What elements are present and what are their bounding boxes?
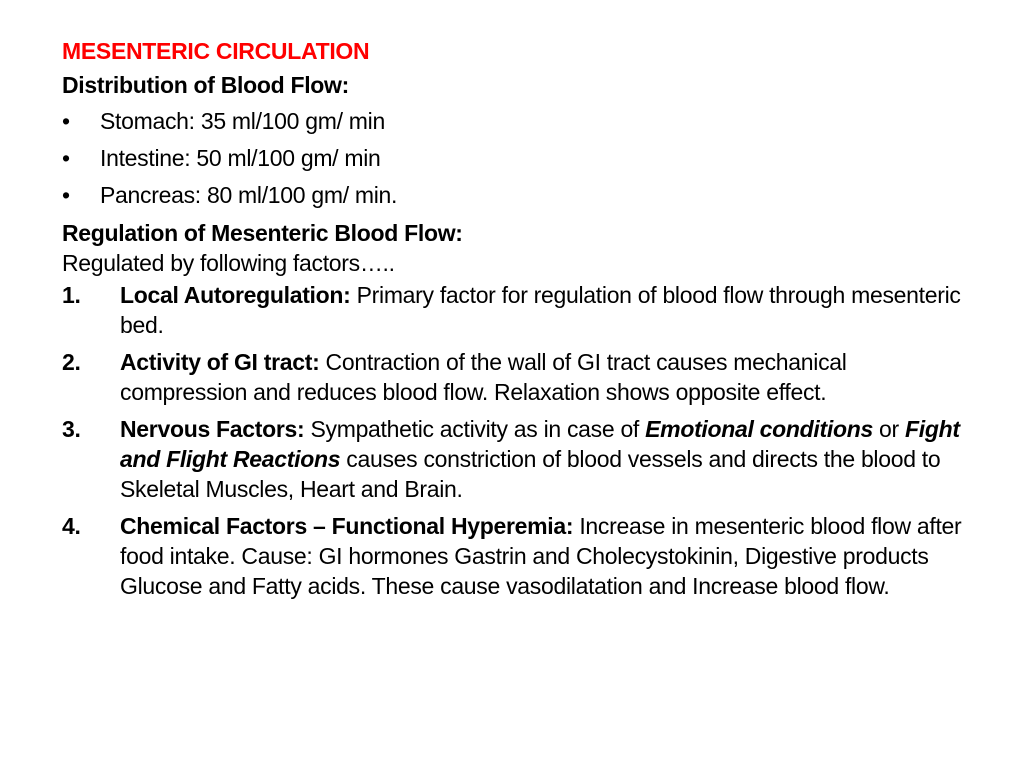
slide-content [62, 36, 972, 608]
factor-number: 3. [62, 416, 81, 442]
list-item [62, 177, 972, 214]
factor-label: Local Autoregulation: [120, 282, 351, 308]
factor-item [62, 280, 972, 340]
factor-emphasis: Emotional conditions [645, 416, 873, 442]
distribution-heading: Distribution of Blood Flow: [62, 72, 350, 98]
bullet-icon: • [62, 145, 70, 171]
list-item [62, 140, 972, 177]
factor-text: causes constriction of blood vessels and directs the blood to Skeletal Muscles, Heart and Brain. [120, 446, 941, 502]
factor-item [62, 511, 972, 601]
list-item-text: Intestine: 50 ml/100 gm/ min [100, 145, 381, 171]
factor-number: 2. [62, 349, 81, 375]
list-item [62, 103, 972, 140]
bullet-icon: • [62, 108, 70, 134]
regulation-intro: Regulated by following factors….. [62, 250, 395, 276]
bullet-icon: • [62, 182, 70, 208]
factor-item [62, 347, 972, 407]
factor-item [62, 414, 972, 504]
factor-text: or [872, 416, 905, 442]
factor-text: Sympathetic activity as in case of [304, 416, 646, 442]
factor-number: 4. [62, 513, 81, 539]
factor-text: Contraction of the wall of GI tract causes mechanical compression and reduces blood flow. Relaxation shows opposite effect. [120, 349, 847, 405]
factor-text: Primary factor for regulation of blood flow through mesenteric bed. [120, 282, 961, 338]
regulation-heading: Regulation of Mesenteric Blood Flow: [62, 220, 463, 246]
factor-label: Nervous Factors: [120, 416, 305, 442]
distribution-list [62, 103, 972, 214]
list-item-text: Stomach: 35 ml/100 gm/ min [100, 108, 385, 134]
factor-list [62, 280, 972, 601]
factor-emphasis: Fight and Flight Reactions [120, 416, 960, 472]
factor-number: 1. [62, 282, 81, 308]
factor-text: Increase in mesenteric blood flow after food intake. Cause: GI hormones Gastrin and Cholecystokinin, Digestive products Glucose and Fatty acids. These cause vasodilatation and Increase blood flow. [120, 513, 962, 599]
list-item-text: Pancreas: 80 ml/100 gm/ min. [100, 182, 398, 208]
slide-title: MESENTERIC CIRCULATION [62, 38, 370, 64]
factor-label: Activity of GI tract: [120, 349, 320, 375]
factor-label: Chemical Factors – Functional Hyperemia: [120, 513, 574, 539]
